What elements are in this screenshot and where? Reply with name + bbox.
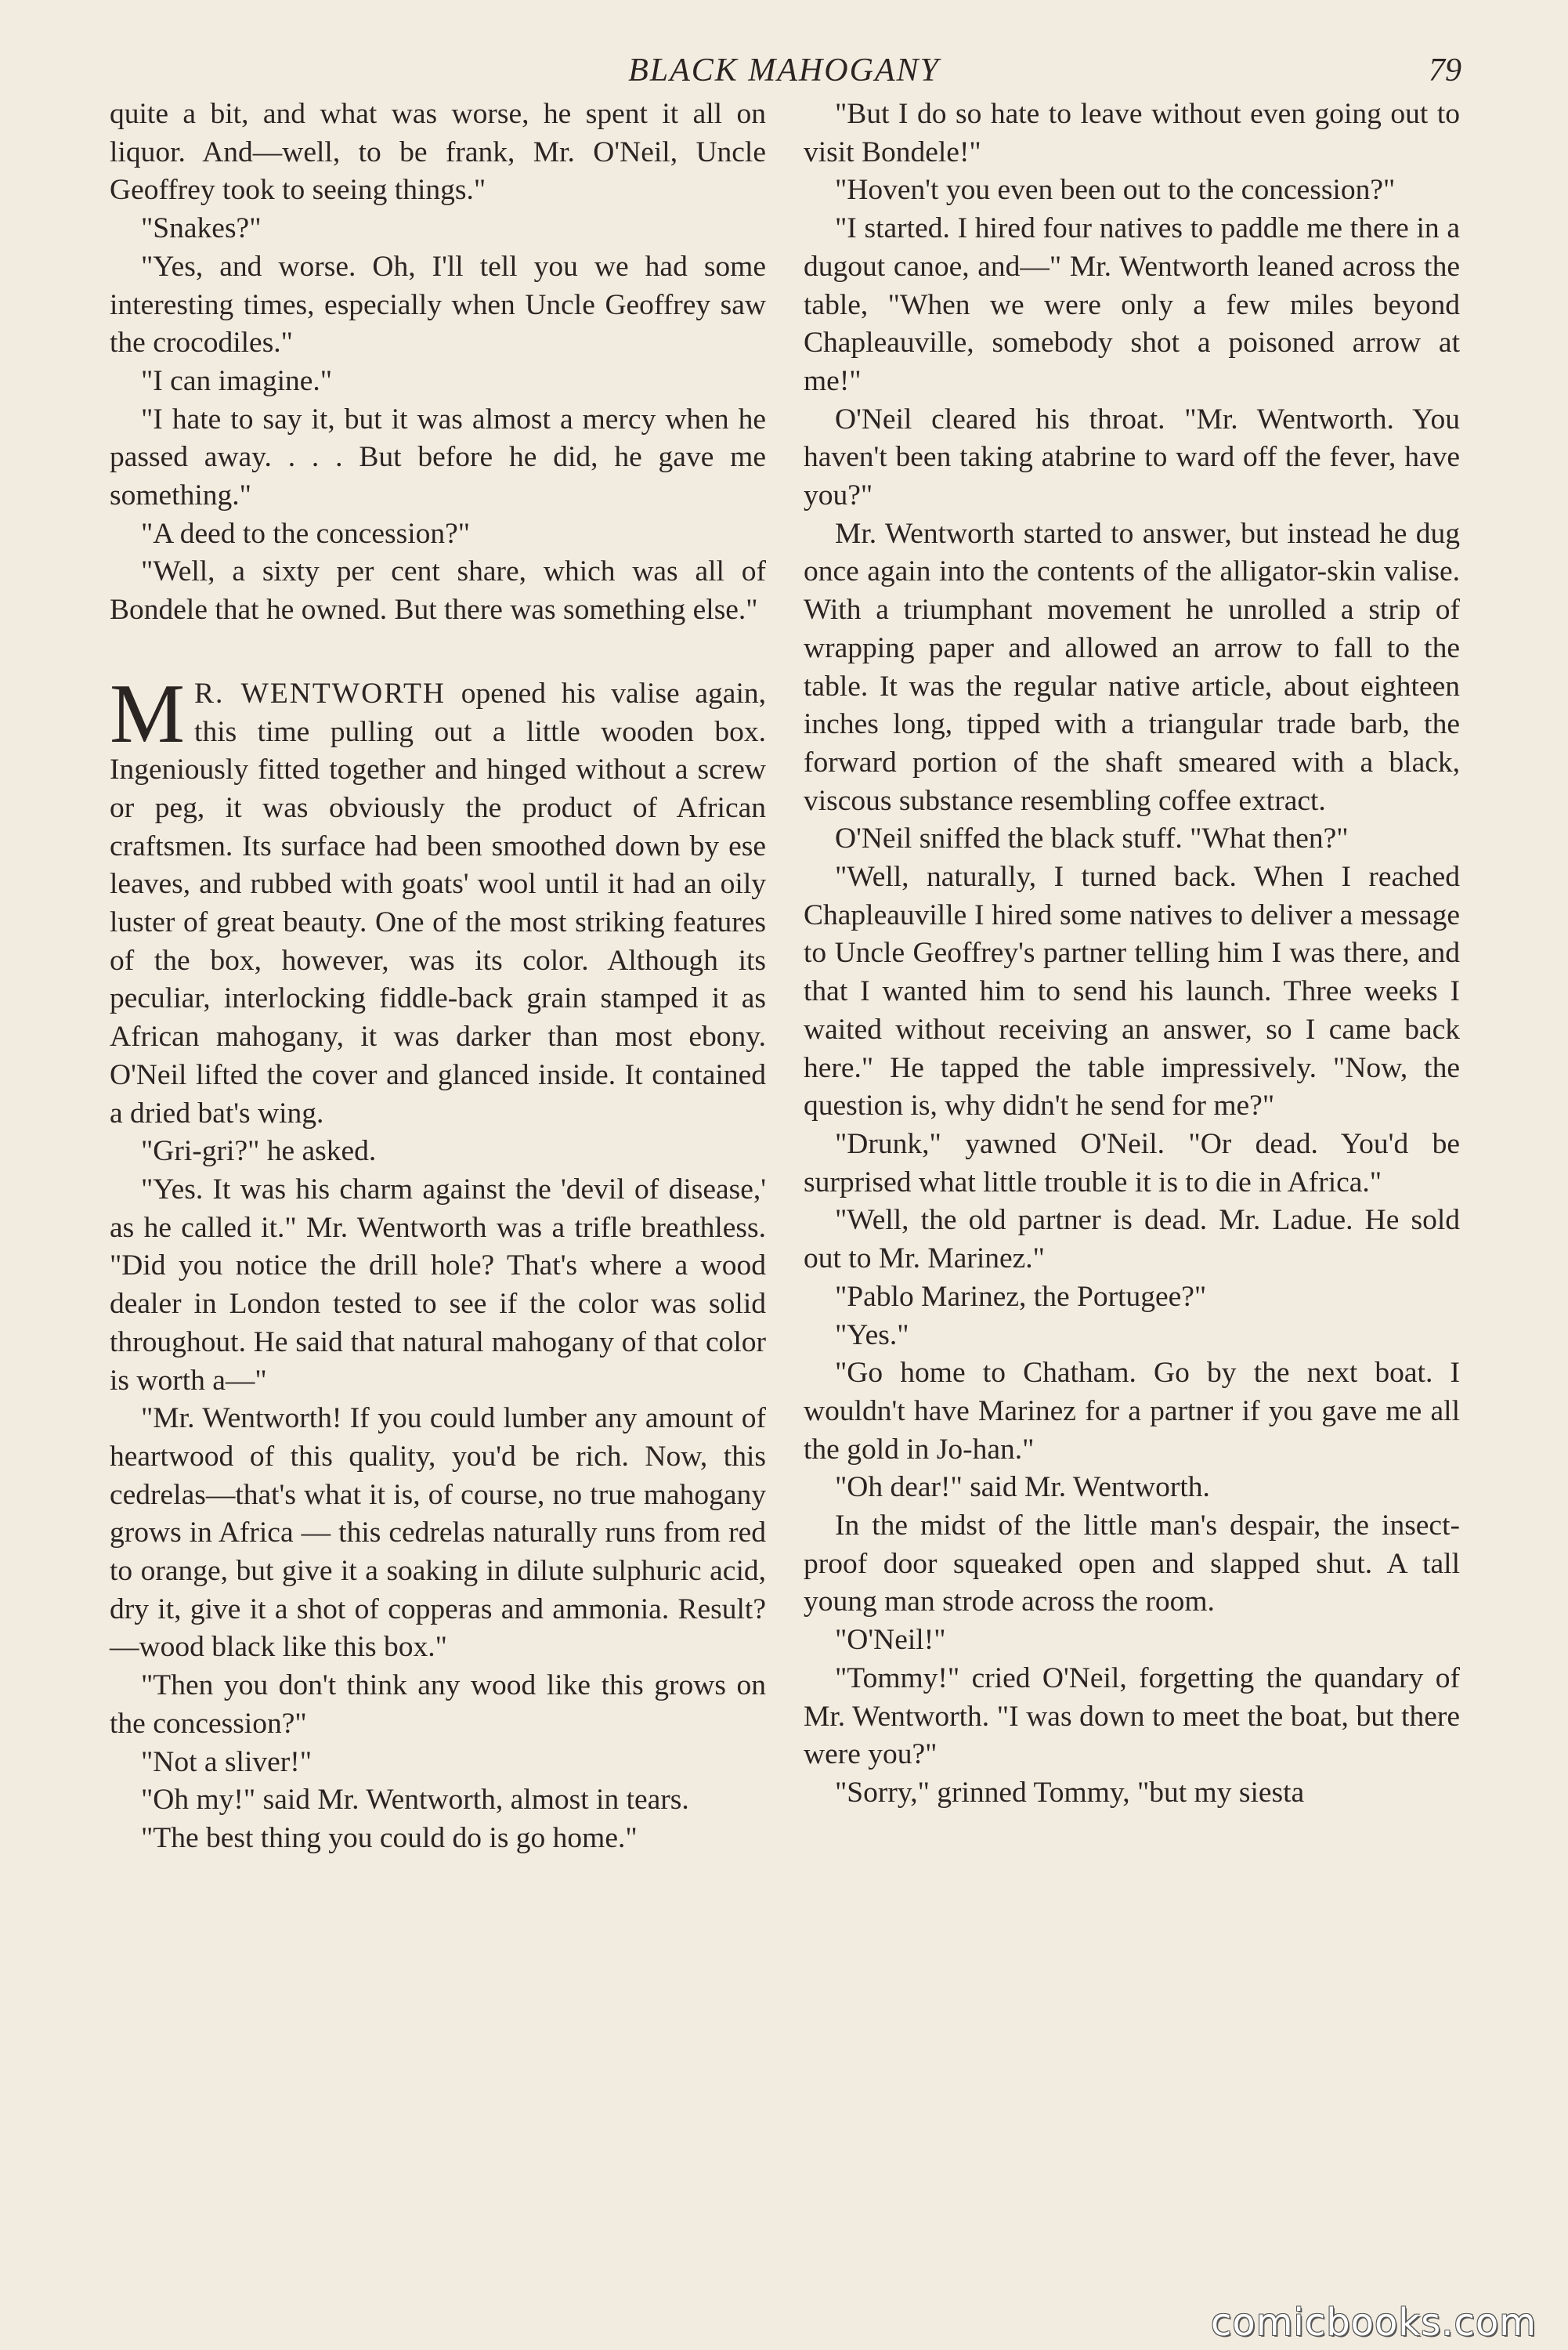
paragraph: "The best thing you could do is go home." [141, 1821, 638, 1854]
paragraph: In the midst of the little man's despair, the insect-proof door squeaked open and slapped shut. A tall young man strode across the room. [804, 1509, 1460, 1618]
small-caps-lead: R. WENTWORTH [194, 677, 446, 710]
paragraph: "Pablo Marinez, the Portugee?" [835, 1280, 1207, 1313]
paragraph: "Tommy!" cried O'Neil, forgetting the quandary of Mr. Wentworth. "I was down to meet the boat, but there were you?" [804, 1661, 1460, 1771]
paragraph: "Well, naturally, I turned back. When I reached Chapleauville I hired some natives to deliver a message to Uncle Geoffrey's partner telling him I was there, and that I wanted him to send his launch. Three weeks I waited without receiving an answer, so I came back here." He tapped the table impressively. "Now, the question is, why didn't he send for me?" [804, 861, 1460, 1123]
watermark: comicbooks.com [1210, 2301, 1537, 2345]
paragraph: "I can imagine." [141, 364, 333, 397]
paragraph: "Drunk," yawned O'Neil. "Or dead. You'd be surprised what little trouble it is to die in Africa." [804, 1127, 1460, 1198]
paragraph: "I hate to say it, but it was almost a mercy when he passed away. . . . But before he did, he gave me something." [110, 403, 766, 512]
paragraph: Mr. Wentworth started to answer, but instead he dug once again into the contents of the alligator-skin valise. With a triumphant movement he unrolled a strip of wrapping paper and allowed an arrow to fall to the table. It was the regular native article, about eighteen inches long, tipped with a triangular trade barb, the forward portion of the shaft smeared with a black, viscous substance resembling coffee extract. [804, 517, 1460, 817]
paragraph: "Sorry," grinned Tommy, "but my siesta [835, 1776, 1305, 1809]
paragraph: "Yes, and worse. Oh, I'll tell you we had some interesting times, especially when Uncle Geoffrey saw the crocodiles." [110, 250, 766, 360]
paragraph: O'Neil sniffed the black stuff. "What then?" [835, 822, 1349, 855]
paragraph: "Mr. Wentworth! If you could lumber any amount of heartwood of this quality, you'd be rich. Now, this cedrelas—that's what it is, of course, no true mahogany grows in Africa — this cedrelas naturally runs from red to orange, but give it a soaking in dilute sulphuric acid, dry it, give it a shot of copperas and ammonia. Result?—wood black like this box." [110, 1402, 766, 1664]
paragraph: "Gri-gri?" he asked. [141, 1135, 377, 1168]
paragraph: "Yes. It was his charm against the 'devil of disease,' as he called it." Mr. Wentworth was a trifle breathless. "Did you notice the drill hole? That's where a wood dealer in London tested to see if the color was solid throughout. He said that natural mahogany of that color is worth a—" [110, 1173, 766, 1397]
right-column [804, 96, 1460, 1813]
paragraph: "Oh my!" said Mr. Wentworth, almost in tears. [141, 1784, 689, 1817]
paragraph: "Well, a sixty per cent share, which was all of Bondele that he owned. But there was something else." [110, 555, 766, 627]
paragraph: "A deed to the concession?" [141, 517, 471, 550]
paragraph: "But I do so hate to leave without even going out to visit Bondele!" [804, 98, 1460, 168]
paragraph: quite a bit, and what was worse, he spent it all on liquor. And—well, to be frank, Mr. O'Neil, Uncle Geoffrey took to seeing things." [110, 98, 766, 207]
paragraph: "Yes." [835, 1318, 909, 1351]
paragraph: "Then you don't think any wood like this grows on the concession?" [110, 1669, 766, 1740]
left-column [110, 96, 766, 1858]
paragraph: "Well, the old partner is dead. Mr. Ladue. He sold out to Mr. Marinez." [804, 1204, 1460, 1275]
paragraph: "Hoven't you even been out to the concession?" [835, 174, 1396, 207]
page-header [0, 49, 1568, 96]
paragraph: "I started. I hired four natives to paddle me there in a dugout canoe, and—" Mr. Wentworth leaned across the table, "When we were only a few miles beyond Chapleauville, somebody shot a poisoned arrow at me!" [804, 212, 1460, 397]
paragraph: "O'Neil!" [835, 1624, 946, 1657]
paragraph: "Snakes?" [141, 212, 262, 245]
section-opening-paragraph [110, 667, 766, 1133]
paragraph: "Oh dear!" said Mr. Wentworth. [835, 1471, 1210, 1504]
paragraph: "Not a sliver!" [141, 1745, 313, 1778]
paragraph-text: opened his valise again, this time pulling out a little wooden box. Ingeniously fitted together and hinged without a screw or peg, it was obviously the product of African craftsmen. Its surface had been smoothed down by ese leaves, and rubbed with goats' wool until it had an oily luster of great beauty. One of the most striking features of the box, however, was its color. Although its peculiar, interlocking fiddle-back grain stamped it as African mahogany, it was darker than most ebony. O'Neil lifted the cover and glanced inside. It contained a dried bat's wing. [110, 677, 766, 1130]
running-title: BLACK MAHOGANY [628, 52, 940, 89]
paragraph: O'Neil cleared his throat. "Mr. Wentworth. You haven't been taking atabrine to ward off the fever, have you?" [804, 403, 1460, 512]
drop-cap: M [110, 667, 186, 761]
paragraph: "Go home to Chatham. Go by the next boat. I wouldn't have Marinez for a partner if you gave me all the gold in Jo-han." [804, 1357, 1460, 1466]
page-number: 79 [1429, 52, 1461, 89]
